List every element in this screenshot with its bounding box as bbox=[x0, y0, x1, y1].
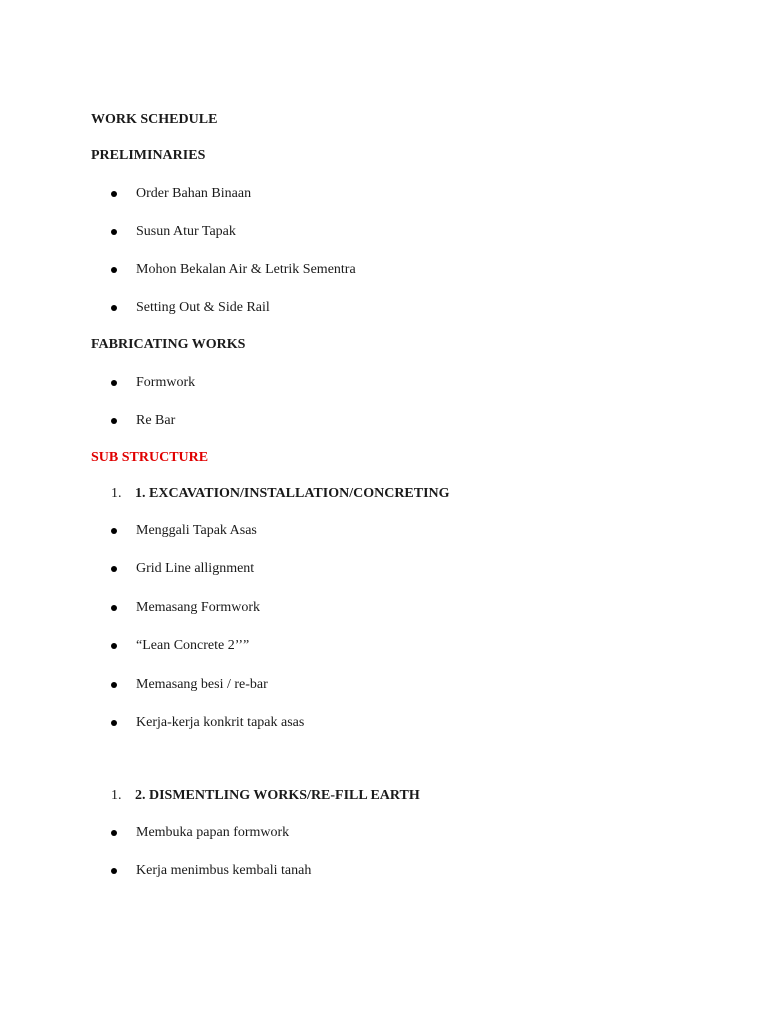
section-heading-fabricating: FABRICATING WORKS bbox=[91, 337, 246, 352]
bullet-icon bbox=[111, 380, 117, 386]
list-item-text: Grid Line allignment bbox=[136, 561, 255, 576]
bullet-icon bbox=[111, 643, 117, 649]
list-item-text: Mohon Bekalan Air & Letrik Sementra bbox=[136, 262, 356, 277]
list-item-text: Kerja-kerja konkrit tapak asas bbox=[136, 715, 305, 730]
list-item-text: “Lean Concrete 2’’” bbox=[136, 638, 250, 653]
bullet-icon bbox=[111, 267, 117, 273]
list-item-text: Setting Out & Side Rail bbox=[136, 300, 270, 315]
list-item-text: Susun Atur Tapak bbox=[136, 224, 236, 239]
bullet-icon bbox=[111, 229, 117, 235]
bullet-icon bbox=[111, 868, 117, 874]
bullet-icon bbox=[111, 720, 117, 726]
numbered-item-title: 2. DISMENTLING WORKS/RE-FILL EARTH bbox=[135, 788, 420, 803]
bullet-icon bbox=[111, 682, 117, 688]
numbered-item-title: 1. EXCAVATION/INSTALLATION/CONCRETING bbox=[135, 486, 450, 501]
list-number: 1. bbox=[111, 486, 122, 501]
list-item-text: Re Bar bbox=[136, 413, 176, 428]
list-item-text: Menggali Tapak Asas bbox=[136, 523, 257, 538]
section-heading-preliminaries: PRELIMINARIES bbox=[91, 148, 206, 163]
list-item-text: Kerja menimbus kembali tanah bbox=[136, 863, 312, 878]
list-number: 1. bbox=[111, 788, 122, 803]
list-item-text: Membuka papan formwork bbox=[136, 825, 290, 840]
section-heading-sub-structure: SUB STRUCTURE bbox=[91, 450, 209, 465]
list-item-text: Memasang besi / re-bar bbox=[136, 677, 268, 692]
bullet-icon bbox=[111, 191, 117, 197]
list-item-text: Order Bahan Binaan bbox=[136, 186, 252, 201]
bullet-icon bbox=[111, 528, 117, 534]
document-title: WORK SCHEDULE bbox=[91, 112, 218, 127]
list-item-text: Memasang Formwork bbox=[136, 600, 261, 615]
bullet-icon bbox=[111, 418, 117, 424]
bullet-icon bbox=[111, 305, 117, 311]
bullet-icon bbox=[111, 605, 117, 611]
bullet-icon bbox=[111, 566, 117, 572]
bullet-icon bbox=[111, 830, 117, 836]
list-item-text: Formwork bbox=[136, 375, 196, 390]
